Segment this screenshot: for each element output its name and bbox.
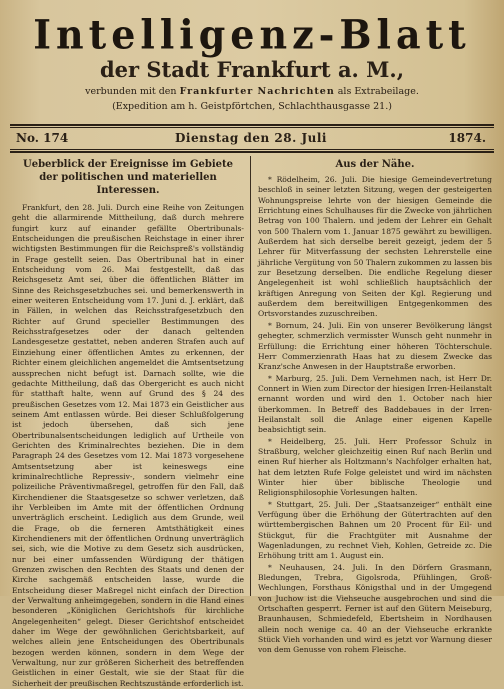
rule-bottom-thin (10, 149, 494, 150)
newspaper-subtitle: der Stadt Frankfurt a. M., (99, 57, 405, 82)
news-item-marburg: * Marburg, 25. Juli. Dem Vernehmen nach, ist Herr Dr. Connert in Wien zum Director der hiesigen Irren-Heilanstalt ernannt worden und wird den 1. October nach hier überkommen. In Betreff des Baddebaues in der Irren-Heilanstalt soll die Anlage einer eigenen Kapelle beabsichtigt sein. (258, 373, 492, 435)
rule-bottom (10, 151, 494, 153)
news-item-roedelheim: * Rödelheim, 26. Juli. Die hiesige Gemeindevertretung beschloß in seiner letzten Sitzung, wegen der gesteigerten Wohnungspreise lehrte von der hiesigen Gemeinde die Errichtung eines Schulhauses für die Zwecke von jährlichen Betrag von 100 Thalern. und jedem der Lehrer ein Gehalt von 500 Thalern vom 1. Januar 1875 gewährt zu bewilligen. Außerdem hat sich derselbe bereit gezeigt, jedem der 5 Lehrer für Mitverfassung der sechsten Lehrerstelle eine jährliche Vergütung von 50 Thalern zukommen zu lassen bis zur Besetzung derselben. Die endliche Regelung dieser Angelegenheit ist wohl schließlich hauptsächlich der kräftigen Anregung von Seiten der Kgl. Regierung und außerdem dem bereitwilligen Entgegenkommen des Ortsvorstandes zuzuschreiben. (258, 175, 492, 319)
left-column (12, 158, 244, 688)
column-divider (250, 156, 251, 596)
news-item-heidelberg: * Heidelberg, 25. Juli. Herr Professor Schulz in Straßburg, welcher gleichzeitig einen Ruf nach Berlin und einen Ruf hierher als Holtzmann's Nachfolger erhalten hat, hat dem letzten Rufe Folge geleistet und wird im nächsten Winter hier über biblische Theologie und Religionsphilosophie Vorlesungen halten. (258, 436, 492, 498)
affiliation-pre: verbunden mit den (85, 86, 177, 97)
dateline (16, 130, 486, 146)
issue-number: No. 174 (16, 131, 69, 145)
news-item-stuttgart: * Stuttgart, 25. Juli. Der „Staatsanzeiger“ enthält eine Verfügung über die Erhöhung der Gütertrachten auf den württembergischen Bahnen um 20 Procent für Eil- und Stückgut, für die Frachtgüter mit Ausnahme der Wagenladungen, zu rechnet Vieh, Kohlen, Getreide zc. Die Erhöhung tritt am 1. August ein. (258, 499, 492, 561)
left-article-text: Frankfurt, den 28. Juli. Durch eine Reihe von Zeitungen geht die allarmirende Mittheilung, daß durch mehrere fungirt kurz auf einander gefällte Obertribunals-Entscheidungen die preußischen Reichstage in einer ihrer wichtigsten Bestimmungen für die Reichspreß's vollständig in Frage gestellt seien. Das Obertribunal hat in einer Entscheidung vom 26. Mai festgestellt, daß das Reichsgesetz Amt sei, über die öffentlichen Blätter im Sinne des Reichsgesetzbuches sei. und bemerkenswerth in einer weiteren Entscheidung vom 17. Juni d. J. erklärt, daß in Fällen, in welchen das Reichsstrafgesetzbuch den Richter auf Grund specieller Bestimmungen des Reichsstrafgesetzes oder der danach geltenden Landesgesetze gestattet, neben anderen Strafen auch auf Einziehung einer öffentlichen Amtes zu erkennen, der Richter einem gleichlichen angemeldet die Amtsentsetzung aussprechen nicht befugt ist. Darnach sollte, wie die gedachte Mittheilung, daß das Obergericht es auch nicht für statthaft halte, wenn auf Grund des § 24 des preußischen Gesetzes vom 12. Mai 1873 ein Geistlicher aus seinem Amt entlassen würde. Bei dieser Schlußfolgerung ist jedoch übersehen, daß sich jene Obertribunalsentscheidungen lediglich auf Urtheile von Gerichten des Kriminalrechtes beziehen. Die in dem Paragraph 24 des Gesetzes vom 12. Mai 1873 vorgesehene Amtsentsetzung aber ist keineswegs eine kriminalrechtliche Repressiv-, sondern vielmehr eine polizeiliche Präventivmaßregel, getroffen für den Fall, daß Kirchendiener die Staatsgesetze so schwer verletzen, daß ihr Verbleiben im Amte mit der öffentlichen Ordnung unverträglich erscheint. Lediglich aus dem Grunde, weil die Frage, ob die ferneren Amtsthätigkeit eines Kirchendieners mit der öffentlichen Ordnung unverträglich sei, sich, wie die Motive zu dem Gesetz sich ausdrücken, nur bei einer umfassenden Würdigung der thätigen Grenzen zwischen den Rechten des Staats und denen der Kirche sachgemäß entscheiden lasse, wurde die Entscheidung dieser Maßregel nicht einfach der Direction der Verwaltung anheimgegeben, sondern in die Hand eines besonderen „Königlichen Gerichtshofs für kirchliche Angelegenheiten“ gelegt. Dieser Gerichtshof entscheidet daher im Wege der gewöhnlichen Gerichtsbarkeit, auf welches allein jene Entscheidungen des Obertribunals bezogen werden können, sondern in dem Wege der Verwaltung, nur zur größeren Sicherheit des betreffenden Geistlichen in einer Gestalt, wie sie der Staat für die Sicherheit der preußischen Rechtszustände erforderlich ist. (12, 203, 244, 688)
affiliation-paper: Frankfurter Nachrichten (179, 86, 335, 97)
rule-top (10, 124, 494, 126)
rule-top-thin (10, 127, 494, 128)
issue-year: 1874. (448, 131, 486, 145)
left-heading: Ueberblick der Ereignisse im Gebiete der politischen und materiellen Interessen. (22, 159, 233, 196)
affiliation-line (0, 85, 504, 98)
newspaper-title: Intelligenz-Blatt (33, 10, 471, 59)
issue-date: Dienstag den 28. Juli (175, 131, 327, 145)
masthead (0, 0, 504, 113)
affiliation-post: als Extrabeilage. (337, 86, 419, 97)
expedition-line: (Expedition am h. Geistpförtchen, Schlachthausgasse 21.) (112, 101, 392, 112)
right-heading: Aus der Nähe. (335, 159, 415, 170)
right-column (258, 158, 492, 655)
news-item-neuhausen: * Neuhausen, 24. Juli. In den Dörfern Grasmann, Bledungen, Trebra, Gigolsroda, Pfühlingen, Groß-Wechlungen, Forsthaus Königsthal und in der Umgegend von Juchow ist die Viehseuche ausgebrochen und sind die Ortschaften gesperrt. Ferner ist auf den Gütern Meiseburg, Braunhausen, Schmiedefeld, Ebertsheim in Nordhausen allein noch wenige ca. 40 an der Viehseuche erkrankte Stück Vieh vorhanden und wird es jetzt vor Warnung dieser von dem Genusse von rohem Fleische. (258, 562, 492, 655)
news-item-bornum: * Bornum, 24. Juli. Ein von unserer Bevölkerung längst gehegter, schmerzlich vermisster Wunsch geht nunmehr in Erfüllung: die Errichtung einer höheren Töchterschule. Herr Commerzienrath Haas hat zu diesem Zwecke das Kranz'sche Anwesen in der Hauptstraße erworben. (258, 320, 492, 372)
